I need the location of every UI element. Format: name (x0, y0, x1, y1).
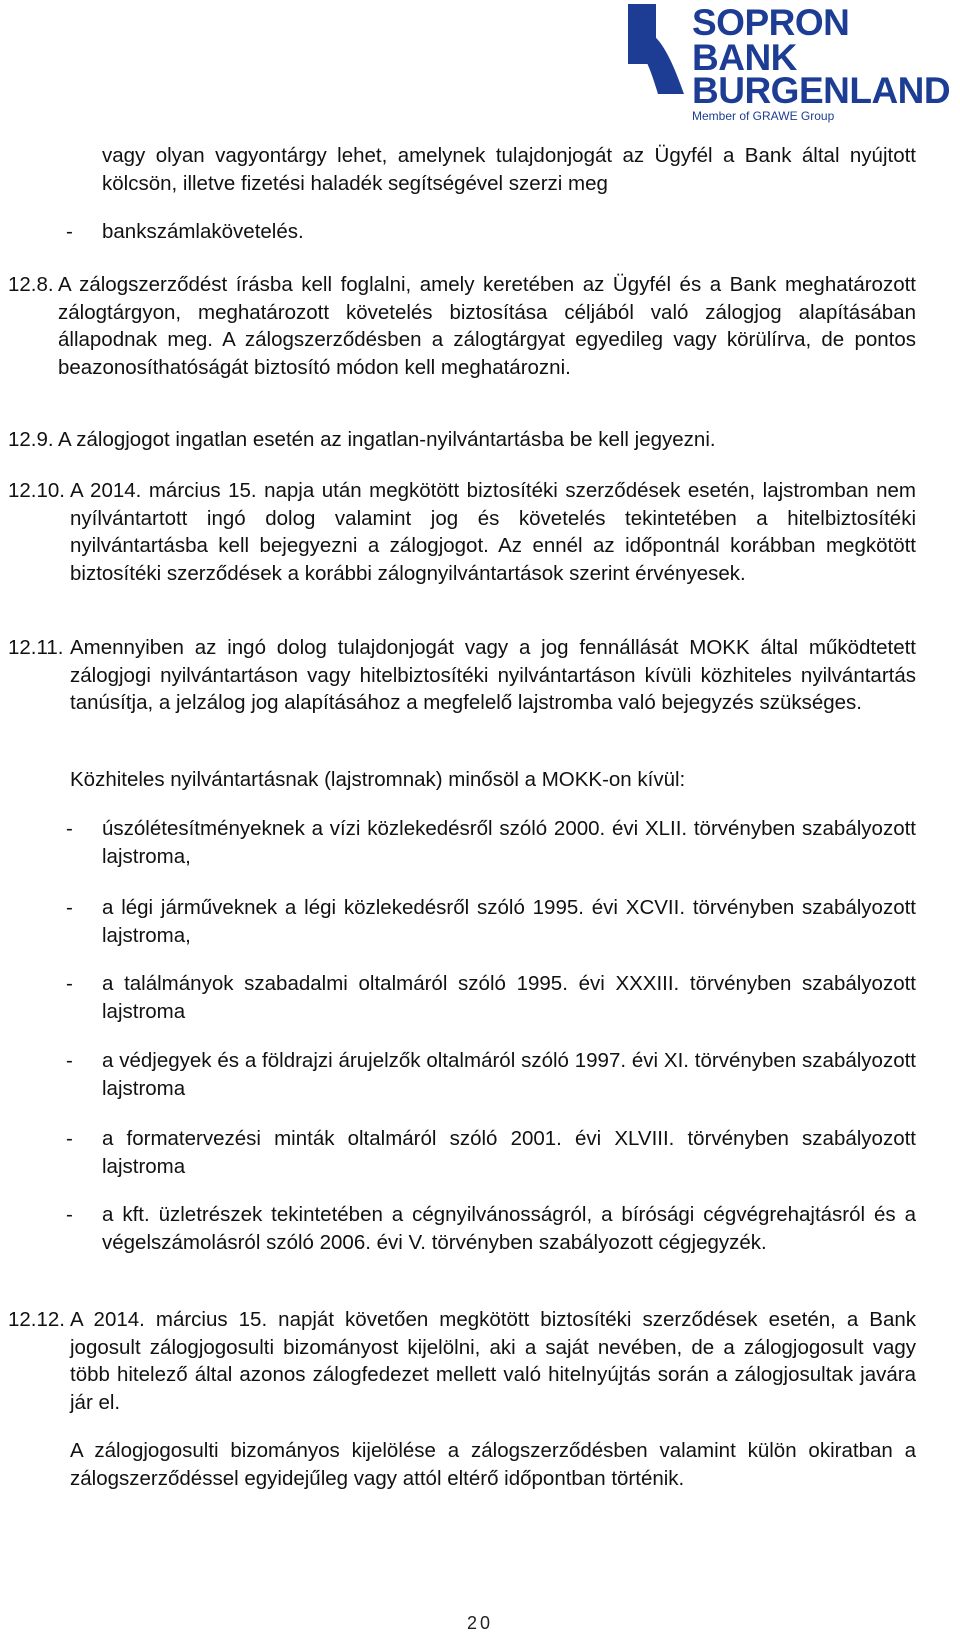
section-12-9-text: A zálogjogot ingatlan esetén az ingatlan-nyilvántartásba be kell jegyezni. (58, 428, 716, 451)
list-item: a találmányok szabadalmi oltalmáról szóló 1995. évi XXXIII. törvényben szabályozott lajstroma (102, 972, 916, 1023)
section-number-12-11: 12.11. (8, 636, 64, 659)
brand-name-line1: SOPRON (692, 2, 850, 43)
section-number-12-10: 12.10. (8, 479, 65, 502)
list-item: a légi járműveknek a légi közlekedésről szóló 1995. évi XCVII. törvényben szabályozott lajstroma, (102, 896, 916, 947)
list-dash: - (66, 1049, 73, 1072)
section-12-11-text: Amennyiben az ingó dolog tulajdonjogát vagy a jog fennállását MOKK által működtetett zálogjogi nyilvántartáson vagy hitelbiztosítéki nyilvántartáson kívüli közhiteles nyilvántartás tanúsítja, a jelzálog jog alapításához a megfelelő lajstromba való bejegyzés szükséges. (70, 636, 916, 714)
list-item: a formatervezési minták oltalmáról szóló 2001. évi XLVIII. törvényben szabályozott lajstroma (102, 1127, 916, 1178)
section-12-10-text: A 2014. március 15. napja után megkötött biztosítéki szerződések esetén, lajstromban nem nyílvántartott ingó dolog valamint jog és követelés tekintetében a hitelbiztosítéki nyilvántartásba kell bejegyezni a zálogjogot. Az ennél az időpontnál korábban megkötött biztosítéki szerződések a korábbi zálognyilvántartások szerint érvényesek. (70, 479, 916, 585)
page-number: 20 (466, 1613, 494, 1633)
list-item: úszólétesítményeknek a vízi közlekedésről szóló 2000. évi XLII. törvényben szabályozott lajstroma, (102, 817, 916, 868)
logo-symbol-icon (586, 2, 686, 102)
intro-paragraph: vagy olyan vagyontárgy lehet, amelynek tulajdonjogát az Ügyfél a Bank által nyújtott kölcsön, illetve fizetési haladék segítségével szerzi meg (102, 144, 916, 195)
list-dash: - (66, 220, 73, 243)
list-dash: - (66, 972, 73, 995)
section-12-12-text: A 2014. március 15. napját követően megkötött biztosítéki szerződések esetén, a Bank jogosult zálogjogosulti bizományost kijelölni, aki a saját nevében, de a zálogjogosult vagy több hitelező által azonos zálogfedezet mellett való hitelnyújtás során a zálogjosultak javára jár el. (70, 1308, 916, 1414)
list-item: a kft. üzletrészek tekintetében a cégnyilvánosságról, a bírósági cégvégrehajtásról és a végelszámolásról szóló 2006. évi V. törvényben szabályozott cégjegyzék. (102, 1203, 916, 1254)
list-intro: Közhiteles nyilvántartásnak (lajstromnak) minősöl a MOKK-on kívül: (70, 768, 686, 791)
section-12-12-paragraph-2: A zálogjogosulti bizományos kijelölése a zálogszerződésben valamint külön okiratban a zálogszerződéssel egyidejűleg vagy attól eltérő időpontban történik. (70, 1439, 916, 1490)
list-dash: - (66, 1127, 73, 1150)
list-dash: - (66, 1203, 73, 1226)
section-12-8-text: A zálogszerződést írásba kell foglalni, amely keretében az Ügyfél és a Bank meghatározott zálogtárgyon, meghatározott követelés biztosítása céljából való zálogjog alapításában állapodnak meg. A zálogszerződésben a zálogtárgyat egyedileg vagy körülírva, de pontos beazonosíthatóságát biztosító módon kell meghatározni. (58, 273, 916, 379)
list-item-bank: bankszámlakövetelés. (102, 220, 304, 243)
list-dash: - (66, 896, 73, 919)
brand-name-line2: BANK (692, 37, 797, 78)
list-item: a védjegyek és a földrajzi árujelzők oltalmáról szóló 1997. évi XI. törvényben szabályozott lajstroma (102, 1049, 916, 1100)
brand-member-text: Member of GRAWE Group (692, 109, 835, 123)
section-number-12-8: 12.8. (8, 273, 54, 296)
list-dash: - (66, 817, 73, 840)
section-number-12-12: 12.12. (8, 1308, 65, 1331)
bank-logo (586, 2, 951, 124)
section-number-12-9: 12.9. (8, 428, 54, 451)
brand-name-line3: BURGENLAND (692, 70, 951, 111)
